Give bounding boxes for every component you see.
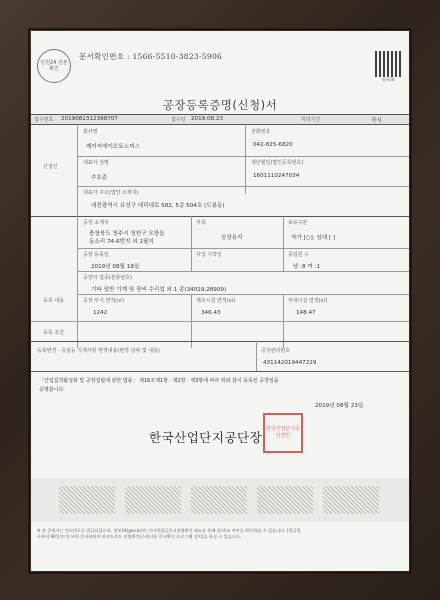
- issuer-name: 한국산업단지공단장: [149, 430, 263, 445]
- receipt-date: 2019.08.23: [191, 116, 224, 122]
- footer-note-line1: ※ 본 증명서는 인터넷으로 발급되었으며, 정부24(gov.kr)의 인터넷발급문서진위확인 메뉴를 통해 위·변조 여부를 확인하실 수 있습니다. (발급일: [37, 528, 301, 533]
- site-area: 1242: [93, 310, 108, 316]
- aux-area-label: 부대시설 면적(㎡): [288, 298, 328, 304]
- rule: [77, 294, 409, 295]
- registration-date: 2019년 08월 19일: [91, 264, 140, 270]
- birth: 1601110247034: [253, 173, 300, 179]
- company: 제이씨에이오토노머스: [86, 144, 141, 150]
- certificate-document: [31, 31, 409, 571]
- ownership-label: 보유구분: [288, 220, 308, 226]
- rule: [77, 216, 78, 348]
- factory-address-line2: 동소리 74-6번지 외 2필지: [89, 239, 154, 245]
- footer-note-line2: 로부터 90일까지) 또한 문서하단의 바코드로도 진위확인(스캐너용 문서확인 프로그램 설치)을 하실 수 있습니다.: [37, 534, 242, 539]
- authenticity-seal: [37, 49, 71, 83]
- address: 대전광역시 유성구 대덕대로 582, 5층 504호 (도룡동): [91, 203, 225, 209]
- employees: 남 :8 여 :1: [293, 264, 321, 270]
- rule: [31, 124, 409, 125]
- receipt-no: 2019082312398707: [61, 116, 118, 122]
- barcode-pattern: [191, 486, 247, 514]
- start-date-label: 사업 시작일: [196, 252, 222, 258]
- rule: [31, 321, 409, 322]
- cert-text-line2: 증명합니다.: [39, 387, 65, 393]
- doc-number: 문서확인번호 : 1566-5510-3823-5906: [79, 52, 223, 61]
- qr-code-icon: [375, 51, 401, 77]
- barcode-pattern: [257, 486, 313, 514]
- rule: [77, 248, 409, 249]
- phone-label: 전화번호: [251, 129, 271, 135]
- ownership: 자가 [○], 임대 [ ]: [291, 235, 336, 241]
- seal-text: 민원24 진본확인: [40, 60, 68, 72]
- processing-label: 처리기간: [301, 117, 321, 123]
- aux-area: 148.47: [296, 310, 316, 316]
- official-seal-text: 한국산업단지공단장인: [266, 426, 300, 439]
- rule: [31, 114, 409, 115]
- rule: [77, 124, 78, 216]
- condition-label: 등록 조건: [43, 330, 64, 336]
- processing: 즉시: [371, 118, 382, 124]
- birth-label: 생년월일(법인등록번호): [251, 160, 304, 166]
- barcode-pattern: [125, 486, 181, 514]
- mgmt-no-label: 공장관리번호: [261, 348, 290, 354]
- employees-label: 종업원 수: [288, 252, 309, 258]
- document-title: 공장등록증명(신청)서: [162, 98, 278, 112]
- site-area-label: 공장 부지 면적(㎡): [83, 298, 125, 304]
- rule: [283, 216, 284, 271]
- issue-date: 2019년 08월 23일: [315, 403, 364, 409]
- receipt-date-label: 접수일: [171, 117, 186, 123]
- factory-address-label: 공장 소재지: [83, 220, 109, 226]
- rule: [31, 341, 409, 342]
- rule: [77, 271, 409, 272]
- rule: [191, 216, 192, 271]
- rule: [31, 371, 409, 372]
- industry-label: 공장의 업종(분류번호): [83, 275, 132, 281]
- receipt-no-label: 접수번호: [34, 117, 54, 123]
- address-label: 대표자 주소(법인 소재지): [83, 190, 139, 196]
- mfg-area-label: 제조시설 면적(㎡): [196, 298, 236, 304]
- rule: [77, 186, 409, 187]
- industry: 기타 일반 기계 및 장비 수리업 외 1 종(34019,28909): [91, 287, 227, 293]
- rule: [31, 216, 409, 217]
- company-label: 회사명: [83, 129, 98, 135]
- phone: 042-825-6820: [253, 142, 293, 148]
- change-label: 등록변경 · 증설등 기재사항 변경내용(변경 날짜 및 내용): [37, 348, 160, 354]
- factory-address-line1: 충청북도 청주시 청원구 오창읍: [89, 231, 165, 237]
- registration-section-label: 등록 내용: [43, 298, 64, 304]
- mgmt-no: 431142019447229: [263, 360, 317, 366]
- applicant-section-label: 신청인: [43, 164, 58, 170]
- barcode-pattern: [323, 486, 379, 514]
- footer-note: [37, 528, 405, 540]
- rep: 추호준: [91, 175, 108, 181]
- rule: [77, 156, 409, 157]
- qr-caption: 정부24: [381, 77, 395, 82]
- cert-text-line1: 「산업집적활성화 및 공장설립에 관한 법률」 제16조제1항 · 제2항 · 제3항에 따라 위와 같이 등록된 공장임을: [39, 378, 279, 384]
- rule: [256, 341, 257, 371]
- official-seal: [263, 413, 303, 453]
- rule: [245, 124, 246, 194]
- mfg-area: 346.43: [201, 310, 221, 316]
- land-category-label: 지목: [196, 220, 206, 226]
- barcode-pattern: [59, 486, 115, 514]
- registration-date-label: 공장 등록일: [83, 252, 109, 258]
- rep-label: 대표자 성명: [83, 160, 109, 166]
- land-category: 공장용지: [221, 235, 243, 241]
